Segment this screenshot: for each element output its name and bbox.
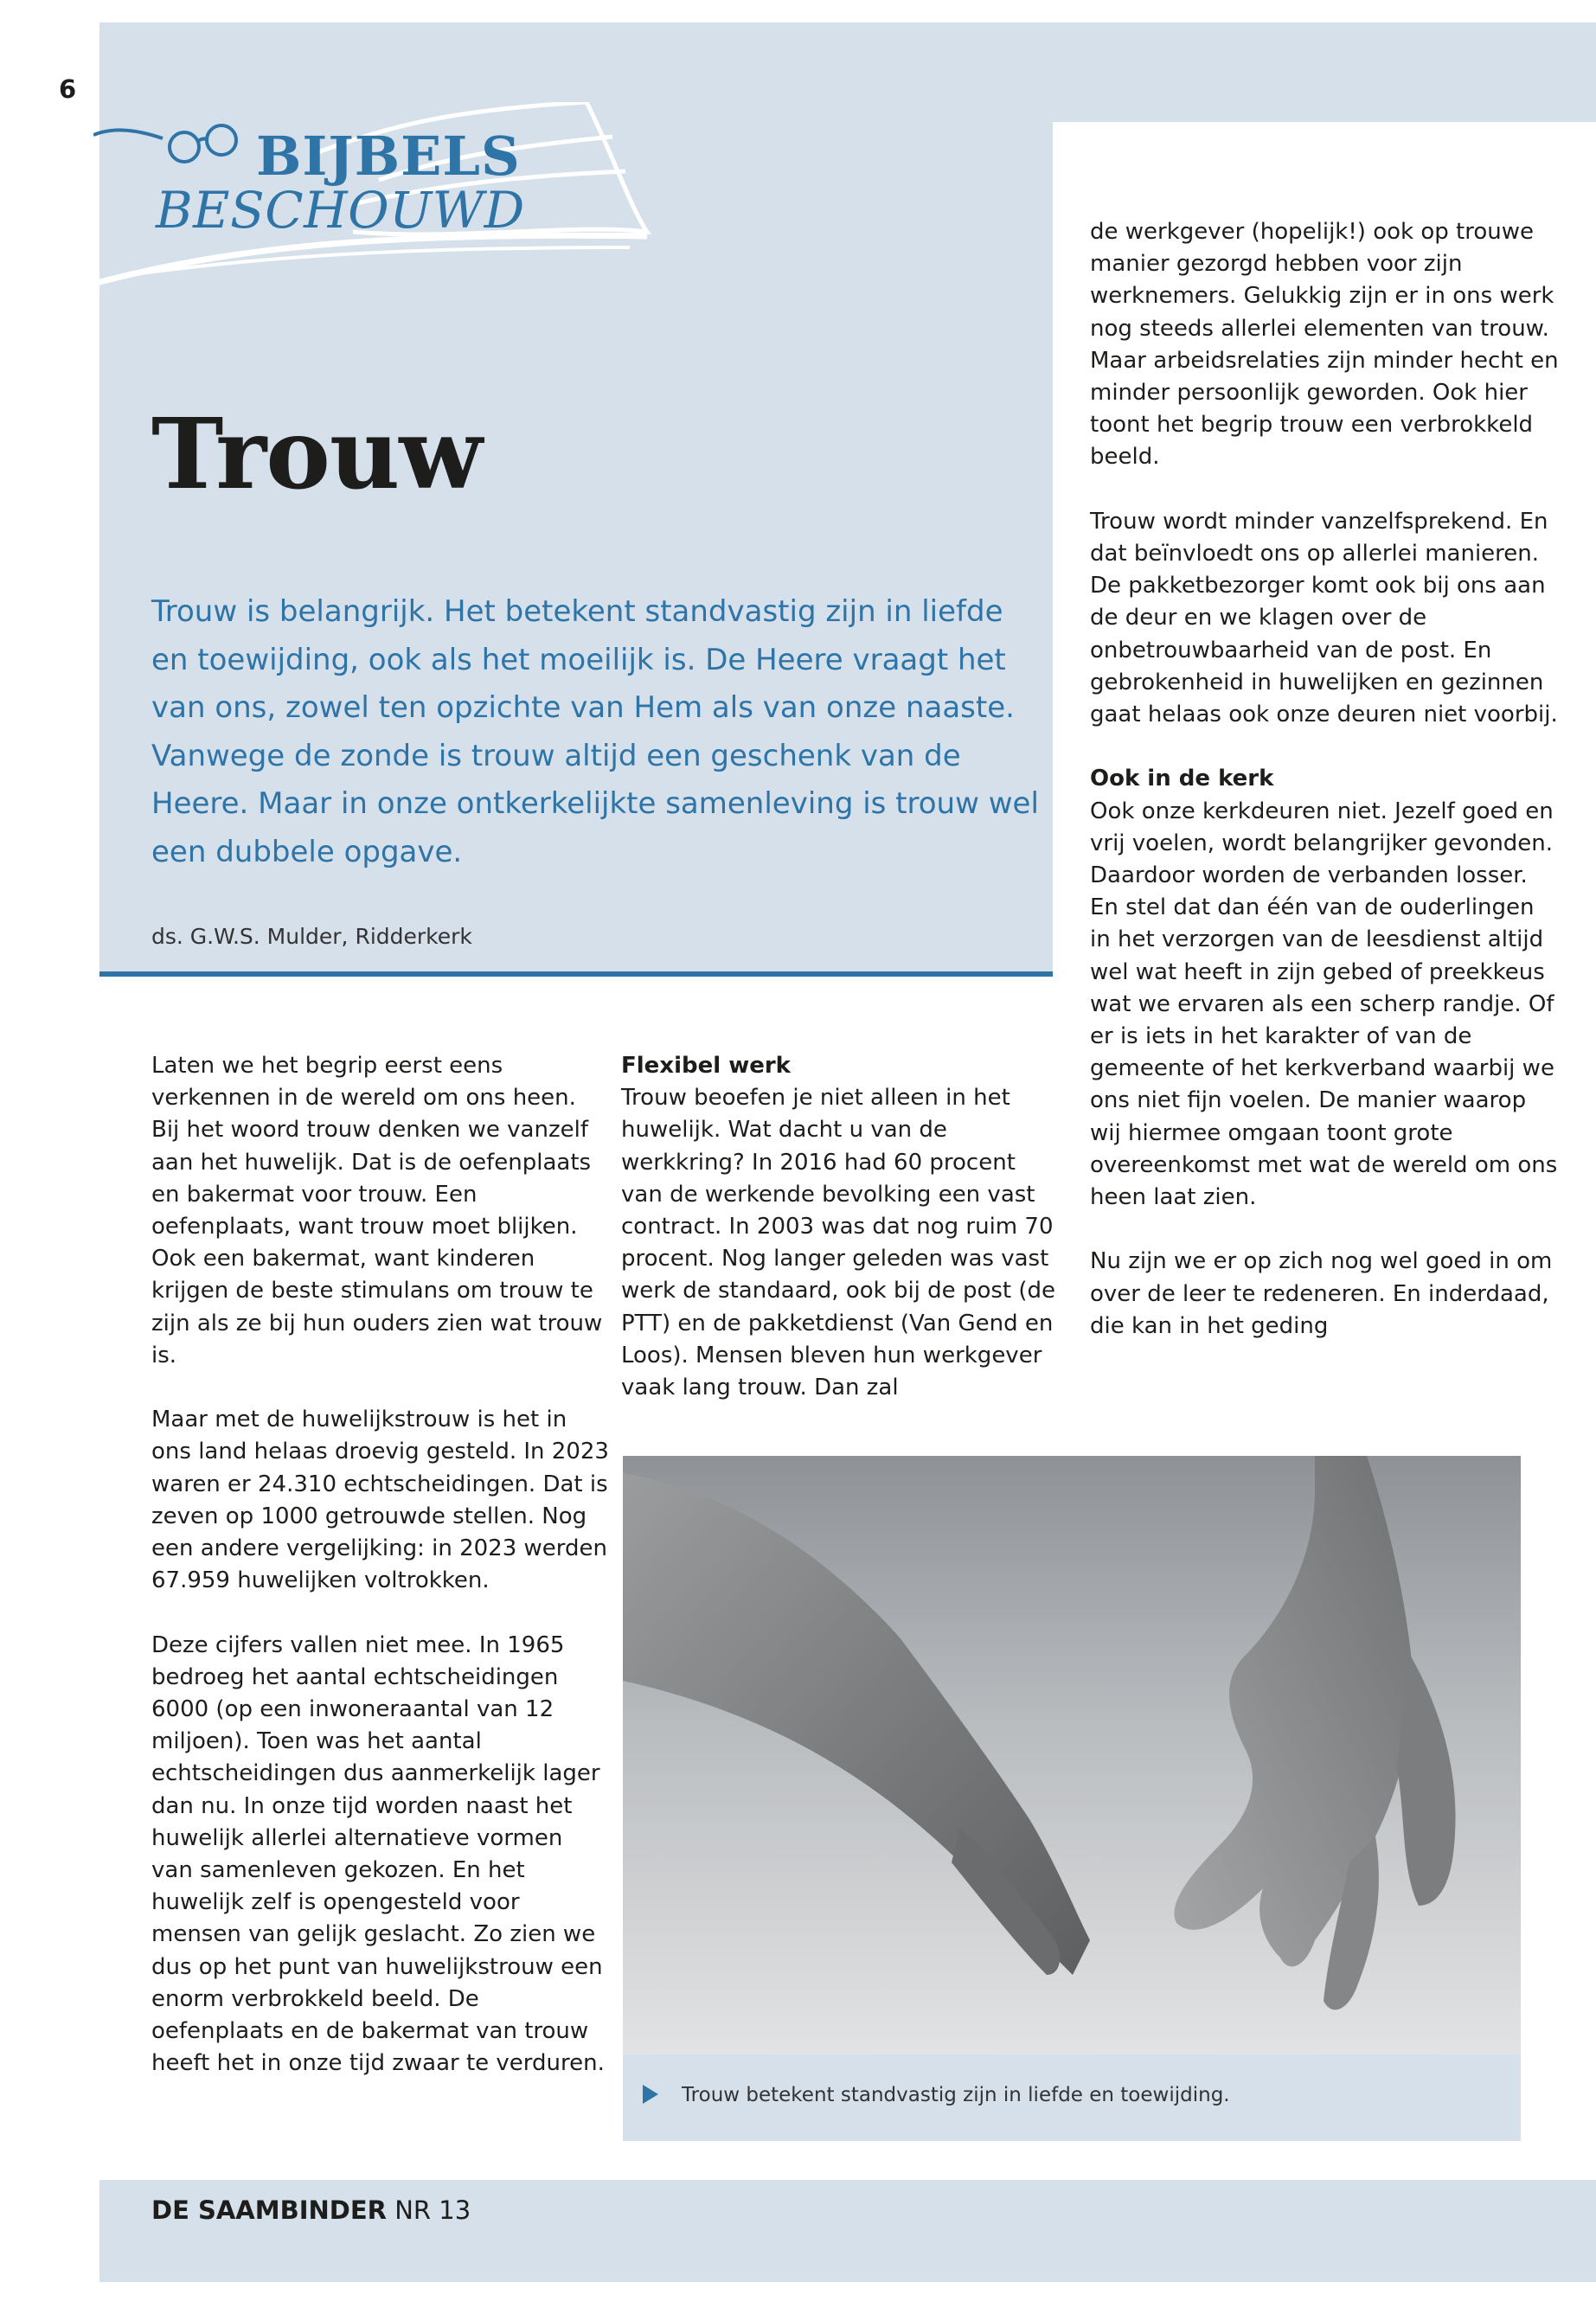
paragraph: Trouw beoefen je niet alleen in het huwelijk. Wat dacht u van de werkkring? In 2016 had 60 procent van de werkende bevolking een vast contract. In 2003 was dat nog ruim 70 procent. Nog langer geleden was vast werk de standaard, ook bij de post (de PTT) en de pakketdienst (Van Gend en Loos). Mensen bleven hun werkgever vaak lang trouw. Dan zal [621, 1085, 1055, 1401]
logo-line2: BESCHOUWD [156, 181, 525, 240]
photo-caption: Trouw betekent standvastig zijn in liefde en toewijding. [682, 2084, 1230, 2106]
subheading: Ook in de kerk [1090, 766, 1274, 792]
paragraph: Maar met de huwelijkstrouw is het in ons land helaas droevig gesteld. In 2023 waren er 24.310 echtscheidingen. Dat is zeven op 1000 getrouwde stellen. Nog een andere vergelijking: in 2023 werden 67.959 huwelijken voltrokken. [151, 1407, 609, 1594]
paragraph: Ook onze kerkdeuren niet. Jezelf goed en vrij voelen, wordt belangrijker gevonden. Daardoor worden de verbanden losser. En stel dat dan één van de ouderlingen in het verzorgen van de leesdienst altijd wel wat heeft in zijn gebed of preekkeus wat we ervaren als een scherp randje. Of er is iets in het karakter of van de gemeente of het kerkverband waarbij we ons niet fijn voelen. De manier waarop wij hiermee omgaan toont grote overeenkomst met wat de wereld om ons heen laat zien. [1090, 798, 1558, 1211]
triangle-right-icon [643, 2085, 658, 2104]
logo-line1: BIJBELS [256, 125, 521, 188]
subheading: Flexibel werk [621, 1053, 791, 1079]
paragraph: de werkgever (hopelijk!) ook op trouwe manier gezorgd hebben voor zijn werknemers. Gelukkig zijn er in ons werk nog steeds allerlei elementen van trouw. Maar arbeidsrelaties zijn minder hecht en minder persoonlijk geworden. Ook hier toont het begrip trouw een verbrokkeld beeld. [1090, 219, 1559, 471]
issue-number: NR 13 [394, 2195, 471, 2225]
article-title: Trouw [151, 398, 482, 511]
body-column-1 [151, 1050, 610, 2080]
page-footer [151, 2195, 471, 2225]
paragraph: Deze cijfers vallen niet mee. In 1965 bedroeg het aantal echtscheidingen 6000 (op een inwoneraantal van 12 miljoen). Toen was het aantal echtscheidingen dus aanmerkelijk lager dan nu. In onze tijd worden naast het huwelijk allerlei alternatieve vormen van samenleven gekozen. En het huwelijk zelf is opengesteld voor mensen van gelijk geslacht. Zo zien we dus op het punt van huwelijkstrouw een enorm verbrokkeld beeld. De oefenplaats en de bakermat van trouw heeft het in onze tijd zwaar te verduren. [151, 1631, 605, 2077]
section-logo [93, 102, 656, 288]
paragraph: Laten we het begrip eerst eens verkennen in de wereld om ons heen. Bij het woord trouw denken we vanzelf aan het huwelijk. Dat is de oefenplaats en bakermat voor trouw. Een oefenplaats, want trouw moet blijken. Ook een bakermat, want kinderen krijgen de beste stimulans om trouw te zijn als ze bij hun ouders zien wat trouw is. [151, 1053, 603, 1368]
body-column-2 [621, 1050, 1062, 1404]
page-number: 6 [59, 74, 77, 104]
paragraph: Nu zijn we er op zich nog wel goed in om over de leer te redeneren. En inderdaad, die kan in het geding [1090, 1248, 1553, 1339]
body-column-3 [1090, 216, 1561, 1343]
article-byline: ds. G.W.S. Mulder, Ridderkerk [151, 924, 472, 949]
publication-name: DE SAAMBINDER [151, 2195, 387, 2225]
article-photo [623, 1456, 1521, 2054]
header-divider [99, 971, 1053, 977]
holding-hands-photo [623, 1456, 1521, 2054]
article-lead: Trouw is belangrijk. Het betekent standvastig zijn in liefde en toewijding, ook als het moeilijk is. De Heere vraagt het van ons, zowel ten opzichte van Hem als van onze naaste. Vanwege de zonde is trouw altijd een geschenk van de Heere. Maar in onze ontkerkelijkte samenleving is trouw wel een dubbele opgave. [151, 594, 1039, 869]
paragraph: Trouw wordt minder vanzelfsprekend. En dat beïnvloedt ons op allerlei manieren. De pakketbezorger komt ook bij ons aan de deur en we klagen over de onbetrouwbaarheid van de post. En gebrokenheid in huwelijken en gezinnen gaat helaas ook onze deuren niet voorbij. [1090, 508, 1558, 728]
